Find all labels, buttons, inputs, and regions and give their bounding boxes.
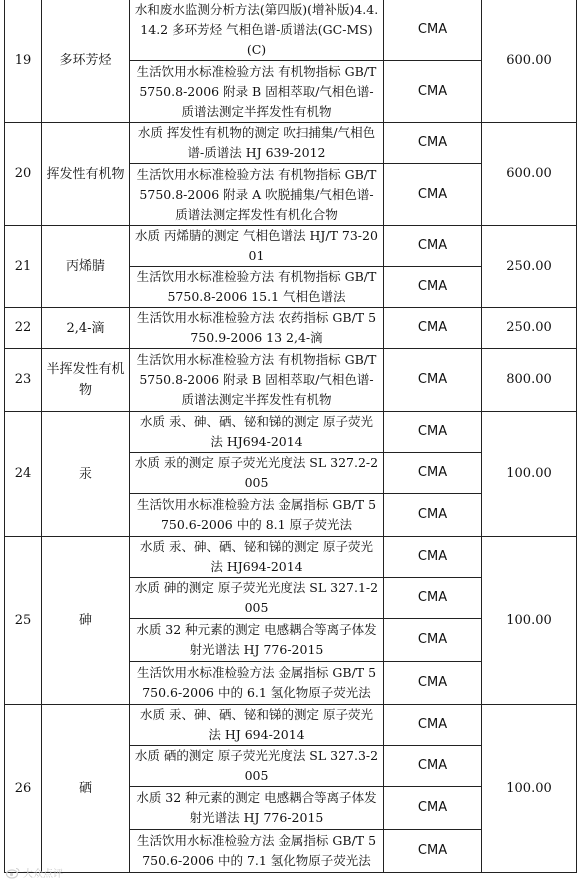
cma-accreditation: CMA (384, 164, 482, 226)
cma-accreditation: CMA (384, 746, 482, 787)
watermark-text: 大众点评 (23, 869, 63, 880)
cma-accreditation: CMA (384, 0, 482, 61)
cma-accreditation: CMA (384, 412, 482, 453)
row-number: 23 (5, 349, 42, 412)
cma-accreditation: CMA (384, 123, 482, 164)
cma-accreditation: CMA (384, 787, 482, 830)
row-number: 22 (5, 308, 42, 349)
method-standard: 水质 汞、砷、硒、铋和锑的测定 原子荧光法 HJ694-2014 (130, 412, 384, 453)
price: 100.00 (482, 705, 577, 873)
item-name: 砷 (42, 537, 130, 705)
item-name: 半挥发性有机物 (42, 349, 130, 412)
watermark (6, 865, 63, 880)
cma-accreditation: CMA (384, 61, 482, 123)
row-number: 20 (5, 123, 42, 226)
table-row (5, 349, 577, 412)
method-standard: 生活饮用水标准检验方法 有机物指标 GB/T 5750.8-2006 附录 B 固相萃取/气相色谱-质谱法测定半挥发性有机物 (130, 349, 384, 412)
method-standard: 水质 硒的测定 原子荧光光度法 SL 327.3-2005 (130, 746, 384, 787)
table-row (5, 537, 577, 578)
cma-accreditation: CMA (384, 537, 482, 578)
price: 600.00 (482, 123, 577, 226)
cma-accreditation: CMA (384, 226, 482, 267)
table-row (5, 308, 577, 349)
table-body (5, 0, 577, 873)
item-name: 2,4-滴 (42, 308, 130, 349)
cma-accreditation: CMA (384, 619, 482, 662)
table-row (5, 705, 577, 746)
cma-accreditation: CMA (384, 453, 482, 494)
method-standard: 生活饮用水标准检验方法 金属指标 GB/T 5750.6-2006 中的 7.1 氢化物原子荧光法 (130, 830, 384, 873)
cma-accreditation: CMA (384, 267, 482, 308)
cma-accreditation: CMA (384, 830, 482, 873)
cma-accreditation: CMA (384, 494, 482, 537)
row-number: 25 (5, 537, 42, 705)
cma-accreditation: CMA (384, 578, 482, 619)
cma-accreditation: CMA (384, 662, 482, 705)
item-name: 丙烯腈 (42, 226, 130, 308)
row-number: 19 (5, 0, 42, 123)
standards-table (4, 0, 577, 873)
cma-accreditation: CMA (384, 349, 482, 412)
price: 600.00 (482, 0, 577, 123)
row-number: 24 (5, 412, 42, 537)
method-standard: 生活饮用水标准检验方法 有机物指标 GB/T 5750.8-2006 附录 B 固相萃取/气相色谱-质谱法测定半挥发性有机物 (130, 61, 384, 123)
table-row (5, 123, 577, 164)
item-name: 多环芳烃 (42, 0, 130, 123)
method-standard: 水和废水监测分析方法(第四版)(增补版)4.4.14.2 多环芳烃 气相色谱-质谱法(GC-MS)(C) (130, 0, 384, 61)
row-number: 26 (5, 705, 42, 873)
weibo-logo-icon (6, 867, 20, 879)
cma-accreditation: CMA (384, 705, 482, 746)
price: 250.00 (482, 226, 577, 308)
price: 800.00 (482, 349, 577, 412)
price: 250.00 (482, 308, 577, 349)
price: 100.00 (482, 412, 577, 537)
method-standard: 生活饮用水标准检验方法 金属指标 GB/T 5750.6-2006 中的 8.1 原子荧光法 (130, 494, 384, 537)
cma-accreditation: CMA (384, 308, 482, 349)
item-name: 挥发性有机物 (42, 123, 130, 226)
price: 100.00 (482, 537, 577, 705)
method-standard: 水质 32 种元素的测定 电感耦合等离子体发射光谱法 HJ 776-2015 (130, 787, 384, 830)
method-standard: 水质 汞、砷、硒、铋和锑的测定 原子荧光法 HJ694-2014 (130, 537, 384, 578)
item-name: 汞 (42, 412, 130, 537)
method-standard: 水质 丙烯腈的测定 气相色谱法 HJ/T 73-2001 (130, 226, 384, 267)
method-standard: 生活饮用水标准检验方法 有机物指标 GB/T 5750.8-2006 15.1 气相色谱法 (130, 267, 384, 308)
method-standard: 生活饮用水标准检验方法 有机物指标 GB/T 5750.8-2006 附录 A 吹脱捕集/气相色谱-质谱法测定挥发性有机化合物 (130, 164, 384, 226)
method-standard: 生活饮用水标准检验方法 农药指标 GB/T 5750.9-2006 13 2,4-滴 (130, 308, 384, 349)
item-name: 硒 (42, 705, 130, 873)
method-standard: 生活饮用水标准检验方法 金属指标 GB/T 5750.6-2006 中的 6.1 氢化物原子荧光法 (130, 662, 384, 705)
table-row (5, 226, 577, 267)
table-row (5, 412, 577, 453)
method-standard: 水质 32 种元素的测定 电感耦合等离子体发射光谱法 HJ 776-2015 (130, 619, 384, 662)
table-row (5, 0, 577, 61)
method-standard: 水质 汞、砷、硒、铋和锑的测定 原子荧光法 HJ 694-2014 (130, 705, 384, 746)
method-standard: 水质 汞的测定 原子荧光光度法 SL 327.2-2005 (130, 453, 384, 494)
method-standard: 水质 砷的测定 原子荧光光度法 SL 327.1-2005 (130, 578, 384, 619)
row-number: 21 (5, 226, 42, 308)
method-standard: 水质 挥发性有机物的测定 吹扫捕集/气相色谱-质谱法 HJ 639-2012 (130, 123, 384, 164)
